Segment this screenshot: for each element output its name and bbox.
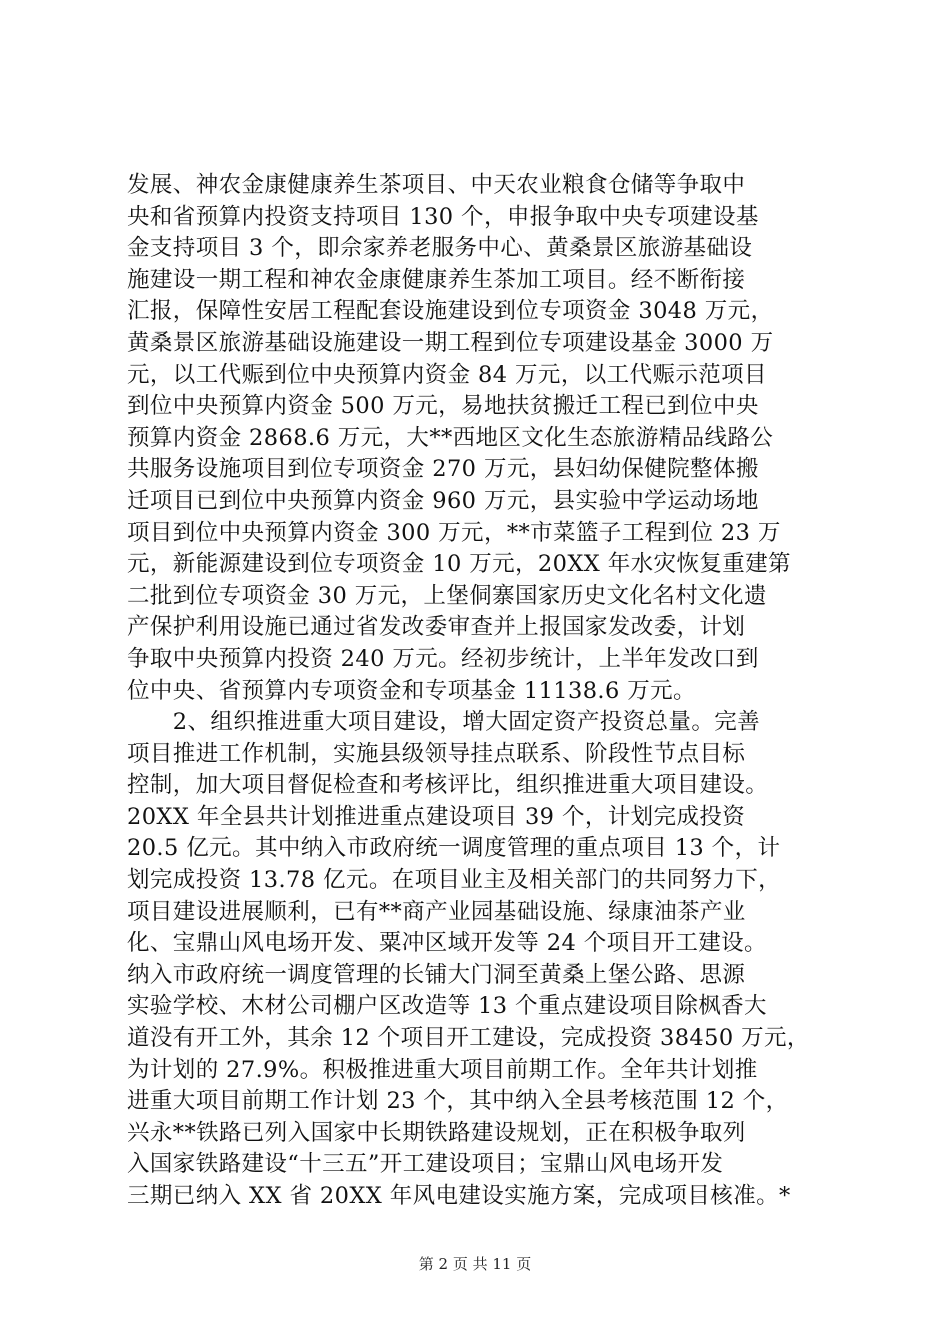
text-line: 金支持项目 3 个，即佘家养老服务中心、黄桑景区旅游基础设: [127, 235, 753, 262]
text-line: 20.5 亿元。其中纳入市政府统一调度管理的重点项目 13 个，计: [127, 835, 781, 862]
text-line: 二批到位专项资金 30 万元，上堡侗寨国家历史文化名村文化遗: [127, 582, 767, 609]
text-line: 2、组织推进重大项目建设，增大固定资产投资总量。完善: [127, 709, 761, 736]
text-line: 纳入市政府统一调度管理的长铺大门洞至黄桑上堡公路、思源: [127, 961, 746, 988]
text-line: 元，新能源建设到位专项资金 10 万元，20XX 年水灾恢复重建第: [127, 551, 791, 578]
text-line: 产保护利用设施已通过省发改委审查并上报国家发改委，计划: [127, 614, 746, 641]
text-line: 项目到位中央预算内资金 300 万元，**市菜篮子工程到位 23 万: [127, 519, 781, 546]
text-line: 黄桑景区旅游基础设施建设一期工程到位专项建设基金 3000 万: [127, 329, 774, 356]
text-line: 入国家铁路建设“十三五”开工建设项目；宝鼎山风电场开发: [127, 1151, 724, 1178]
text-line: 进重大项目前期工作计划 23 个，其中纳入全县考核范围 12 个，: [127, 1088, 789, 1115]
text-line: 到位中央预算内资金 500 万元，易地扶贫搬迁工程已到位中央: [127, 393, 759, 420]
text-line: 实验学校、木材公司棚户区改造等 13 个重点建设项目除枫香大: [127, 993, 767, 1020]
text-line: 化、宝鼎山风电场开发、粟冲区域开发等 24 个项目开工建设。: [127, 930, 767, 957]
text-line: 划完成投资 13.78 亿元。在项目业主及相关部门的共同努力下，: [127, 867, 782, 894]
text-line: 道没有开工外，其余 12 个项目开工建设，完成投资 38450 万元，: [127, 1025, 810, 1052]
body-text: [127, 170, 827, 1213]
text-line: 迁项目已到位中央预算内资金 960 万元，县实验中学运动场地: [127, 487, 759, 514]
text-line: 汇报，保障性安居工程配套设施建设到位专项资金 3048 万元，: [127, 298, 774, 325]
text-line: 施建设一期工程和神农金康健康养生茶加工项目。经不断衔接: [127, 266, 746, 293]
text-line: 争取中央预算内投资 240 万元。经初步统计，上半年发改口到: [127, 645, 759, 672]
text-line: 位中央、省预算内专项资金和专项基金 11138.6 万元。: [127, 677, 696, 704]
text-line: 元，以工代赈到位中央预算内资金 84 万元，以工代赈示范项目: [127, 361, 767, 388]
page-number-footer: 第 2 页 共 11 页: [418, 1255, 532, 1273]
text-line: 为计划的 27.9%。积极推进重大项目前期工作。全年共计划推: [127, 1056, 758, 1083]
text-line: 20XX 年全县共计划推进重点建设项目 39 个，计划完成投资: [127, 803, 746, 830]
text-line: 央和省预算内投资支持项目 130 个，申报争取中央专项建设基: [127, 203, 759, 230]
text-line: 共服务设施项目到位专项资金 270 万元，县妇幼保健院整体搬: [127, 456, 759, 483]
text-line: 兴永**铁路已列入国家中长期铁路建设规划，正在积极争取列: [127, 1119, 746, 1146]
text-line: 项目建设进展顺利，已有**商产业园基础设施、绿康油茶产业: [127, 898, 746, 925]
text-line: 项目推进工作机制，实施县级领导挂点联系、阶段性节点目标: [127, 740, 746, 767]
text-line: 发展、神农金康健康养生茶项目、中天农业粮食仓储等争取中: [127, 172, 746, 198]
text-line: 预算内资金 2868.6 万元，大**西地区文化生态旅游精品线路公: [127, 424, 774, 451]
text-line: 控制，加大项目督促检查和考核评比，组织推进重大项目建设。: [127, 772, 769, 799]
text-line: 三期已纳入 XX 省 20XX 年风电建设实施方案，完成项目核准。*: [127, 1183, 791, 1209]
